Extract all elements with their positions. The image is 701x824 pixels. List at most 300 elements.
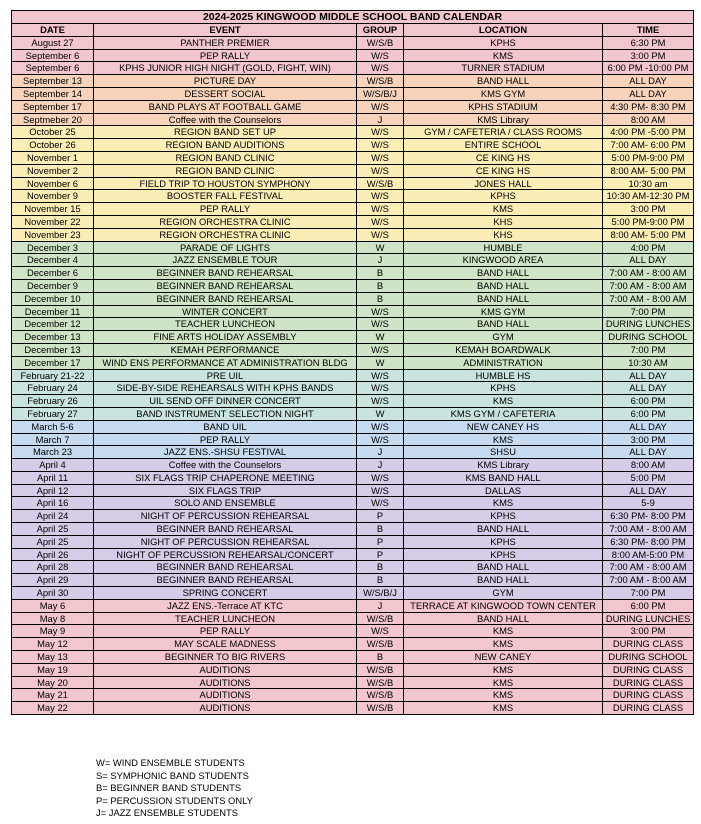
cell-time: 7:00 AM - 8:00 AM — [603, 292, 694, 305]
cell-time: 3:00 PM — [603, 203, 694, 216]
cell-event: KEMAH PERFORMANCE — [94, 343, 357, 356]
cell-date: April 28 — [12, 561, 94, 574]
cell-group: J — [357, 113, 404, 126]
cell-date: February 26 — [12, 395, 94, 408]
cell-time: 4:30 PM- 8:30 PM — [603, 100, 694, 113]
cell-location: JONES HALL — [404, 177, 603, 190]
cell-location: KMS — [404, 625, 603, 638]
cell-location: KPHS — [404, 510, 603, 523]
cell-date: November 1 — [12, 151, 94, 164]
cell-location: SHSU — [404, 446, 603, 459]
cell-event: NIGHT OF PERCUSSION REHEARSAL — [94, 535, 357, 548]
cell-date: February 24 — [12, 382, 94, 395]
cell-group: W/S — [357, 433, 404, 446]
cell-event: MAY SCALE MADNESS — [94, 638, 357, 651]
cell-event: BOOSTER FALL FESTIVAL — [94, 190, 357, 203]
cell-location: KMS — [404, 395, 603, 408]
cell-time: 6:00 PM — [603, 407, 694, 420]
cell-time: 8:00 AM-5:00 PM — [603, 548, 694, 561]
cell-date: April 24 — [12, 510, 94, 523]
cell-location: GYM — [404, 331, 603, 344]
cell-group: W — [357, 407, 404, 420]
table-row — [12, 612, 694, 625]
cell-group: P — [357, 535, 404, 548]
cell-group: W — [357, 331, 404, 344]
cell-event: REGION BAND AUDITIONS — [94, 139, 357, 152]
cell-time: 10:30 AM-12:30 PM — [603, 190, 694, 203]
cell-time: DURING CLASS — [603, 676, 694, 689]
cell-date: April 25 — [12, 535, 94, 548]
table-row — [12, 62, 694, 75]
cell-location: KMS — [404, 433, 603, 446]
table-row — [12, 638, 694, 651]
cell-date: April 25 — [12, 523, 94, 536]
cell-event: BEGINNER TO BIG RIVERS — [94, 651, 357, 664]
cell-time: 8:00 AM — [603, 113, 694, 126]
cell-group: W/S — [357, 203, 404, 216]
cell-event: PANTHER PREMIER — [94, 36, 357, 49]
table-row — [12, 177, 694, 190]
cell-event: FINE ARTS HOLIDAY ASSEMBLY — [94, 331, 357, 344]
cell-time: 10:30 AM — [603, 356, 694, 369]
column-header-time: TIME — [603, 24, 694, 37]
cell-date: December 11 — [12, 305, 94, 318]
cell-time: 7:00 AM - 8:00 AM — [603, 561, 694, 574]
cell-event: DESSERT SOCIAL — [94, 87, 357, 100]
cell-group: W/S/B — [357, 36, 404, 49]
cell-event: SOLO AND ENSEMBLE — [94, 497, 357, 510]
cell-date: November 22 — [12, 215, 94, 228]
table-row — [12, 587, 694, 600]
column-header-date: DATE — [12, 24, 94, 37]
cell-group: W/S/B — [357, 612, 404, 625]
table-row — [12, 497, 694, 510]
cell-location: KMS Library — [404, 459, 603, 472]
cell-time: 3:00 PM — [603, 625, 694, 638]
cell-time: 7:00 AM - 8:00 AM — [603, 574, 694, 587]
cell-date: November 9 — [12, 190, 94, 203]
table-row — [12, 318, 694, 331]
cell-time: DURING CLASS — [603, 689, 694, 702]
cell-event: BEGINNER BAND REHEARSAL — [94, 267, 357, 280]
cell-group: J — [357, 459, 404, 472]
cell-group: B — [357, 523, 404, 536]
cell-date: May 22 — [12, 702, 94, 715]
cell-location: BAND HALL — [404, 561, 603, 574]
table-row — [12, 190, 694, 203]
cell-date: May 20 — [12, 676, 94, 689]
cell-event: SIX FLAGS TRIP — [94, 484, 357, 497]
cell-location: TURNER STADIUM — [404, 62, 603, 75]
table-row — [12, 292, 694, 305]
cell-event: JAZZ ENS.-SHSU FESTIVAL — [94, 446, 357, 459]
cell-group: W/S/B — [357, 689, 404, 702]
cell-location: KMS BAND HALL — [404, 471, 603, 484]
table-row — [12, 49, 694, 62]
table-row — [12, 523, 694, 536]
cell-group: W/S — [357, 151, 404, 164]
cell-event: Coffee with the Counselors — [94, 459, 357, 472]
cell-location: KPHS STADIUM — [404, 100, 603, 113]
table-row — [12, 395, 694, 408]
cell-time: ALL DAY — [603, 446, 694, 459]
cell-time: 6:00 PM — [603, 599, 694, 612]
table-row — [12, 625, 694, 638]
table-row — [12, 535, 694, 548]
cell-time: 5-9 — [603, 497, 694, 510]
cell-event: BAND UIL — [94, 420, 357, 433]
cell-time: 3:00 PM — [603, 49, 694, 62]
table-row — [12, 702, 694, 715]
cell-event: PEP RALLY — [94, 203, 357, 216]
table-row — [12, 241, 694, 254]
cell-date: December 3 — [12, 241, 94, 254]
table-row — [12, 164, 694, 177]
legend-item: J= JAZZ ENSEMBLE STUDENTS — [96, 807, 238, 819]
cell-time: 6:30 PM- 8:00 PM — [603, 510, 694, 523]
cell-group: W/S — [357, 126, 404, 139]
cell-date: April 4 — [12, 459, 94, 472]
table-row — [12, 126, 694, 139]
cell-group: W/S/B — [357, 702, 404, 715]
cell-event: TEACHER LUNCHEON — [94, 612, 357, 625]
cell-group: W/S/B — [357, 663, 404, 676]
cell-group: B — [357, 561, 404, 574]
group-legend — [96, 757, 253, 820]
cell-time: DURING CLASS — [603, 702, 694, 715]
cell-location: KMS — [404, 638, 603, 651]
cell-group: W/S — [357, 49, 404, 62]
table-row — [12, 75, 694, 88]
cell-group: B — [357, 279, 404, 292]
cell-event: FIELD TRIP TO HOUSTON SYMPHONY — [94, 177, 357, 190]
cell-date: April 30 — [12, 587, 94, 600]
cell-time: 8:00 AM- 5:00 PM — [603, 228, 694, 241]
cell-event: KPHS JUNIOR HIGH NIGHT (GOLD, FIGHT, WIN) — [94, 62, 357, 75]
cell-group: J — [357, 446, 404, 459]
cell-time: 6:00 PM — [603, 395, 694, 408]
cell-location: KMS — [404, 702, 603, 715]
legend-item: S= SYMPHONIC BAND STUDENTS — [96, 769, 249, 781]
cell-time: 5:00 PM-9:00 PM — [603, 151, 694, 164]
cell-group: W/S — [357, 318, 404, 331]
cell-date: December 13 — [12, 343, 94, 356]
cell-time: 6:30 PM- 8:00 PM — [603, 535, 694, 548]
legend-item: B= BEGINNER BAND STUDENTS — [96, 782, 242, 794]
cell-event: AUDITIONS — [94, 702, 357, 715]
band-calendar-sheet — [11, 10, 693, 715]
cell-location: KMS GYM / CAFETERIA — [404, 407, 603, 420]
cell-date: May 19 — [12, 663, 94, 676]
table-row — [12, 203, 694, 216]
table-row — [12, 279, 694, 292]
cell-location: BAND HALL — [404, 612, 603, 625]
cell-time: 7:00 PM — [603, 305, 694, 318]
cell-location: NEW CANEY HS — [404, 420, 603, 433]
cell-event: UIL SEND OFF DINNER CONCERT — [94, 395, 357, 408]
cell-date: August 27 — [12, 36, 94, 49]
cell-group: J — [357, 599, 404, 612]
cell-date: November 2 — [12, 164, 94, 177]
cell-date: September 14 — [12, 87, 94, 100]
table-row — [12, 139, 694, 152]
table-row — [12, 433, 694, 446]
cell-time: DURING LUNCHES — [603, 612, 694, 625]
cell-group: W/S — [357, 625, 404, 638]
cell-date: May 12 — [12, 638, 94, 651]
cell-time: ALL DAY — [603, 420, 694, 433]
cell-event: SIX FLAGS TRIP CHAPERONE MEETING — [94, 471, 357, 484]
cell-location: CE KING HS — [404, 164, 603, 177]
table-row — [12, 663, 694, 676]
cell-group: W/S — [357, 100, 404, 113]
cell-date: May 13 — [12, 651, 94, 664]
cell-time: DURING SCHOOL — [603, 331, 694, 344]
cell-location: KHS — [404, 228, 603, 241]
table-row — [12, 267, 694, 280]
cell-date: May 6 — [12, 599, 94, 612]
cell-event: WINTER CONCERT — [94, 305, 357, 318]
cell-group: W/S — [357, 484, 404, 497]
cell-date: April 11 — [12, 471, 94, 484]
table-row — [12, 561, 694, 574]
cell-time: 7:00 AM - 8:00 AM — [603, 523, 694, 536]
cell-group: W/S/B/J — [357, 87, 404, 100]
cell-date: September 17 — [12, 100, 94, 113]
cell-location: BAND HALL — [404, 574, 603, 587]
table-row — [12, 510, 694, 523]
cell-group: W/S/B — [357, 638, 404, 651]
table-row — [12, 689, 694, 702]
cell-time: ALL DAY — [603, 254, 694, 267]
cell-event: REGION BAND CLINIC — [94, 164, 357, 177]
cell-group: B — [357, 292, 404, 305]
cell-location: KMS GYM — [404, 305, 603, 318]
cell-date: December 12 — [12, 318, 94, 331]
cell-time: 6:00 PM -10:00 PM — [603, 62, 694, 75]
cell-group: W/S — [357, 305, 404, 318]
cell-event: BEGINNER BAND REHEARSAL — [94, 561, 357, 574]
cell-event: BEGINNER BAND REHEARSAL — [94, 279, 357, 292]
cell-group: W/S — [357, 164, 404, 177]
cell-time: 7:00 AM - 8:00 AM — [603, 279, 694, 292]
cell-group: W/S/B/J — [357, 587, 404, 600]
cell-location: KPHS — [404, 382, 603, 395]
cell-event: NIGHT OF PERCUSSION REHEARSAL — [94, 510, 357, 523]
cell-location: BAND HALL — [404, 292, 603, 305]
table-row — [12, 151, 694, 164]
cell-time: 8:00 AM- 5:00 PM — [603, 164, 694, 177]
cell-group: W/S — [357, 190, 404, 203]
table-row — [12, 331, 694, 344]
cell-date: December 10 — [12, 292, 94, 305]
cell-location: KMS — [404, 203, 603, 216]
cell-event: SPRING CONCERT — [94, 587, 357, 600]
cell-location: BAND HALL — [404, 318, 603, 331]
table-row — [12, 343, 694, 356]
cell-time: ALL DAY — [603, 369, 694, 382]
cell-location: KMS GYM — [404, 87, 603, 100]
cell-group: B — [357, 574, 404, 587]
cell-event: PRE UIL — [94, 369, 357, 382]
column-header-group: GROUP — [357, 24, 404, 37]
cell-time: 8:00 AM — [603, 459, 694, 472]
cell-location: KMS Library — [404, 113, 603, 126]
cell-event: PARADE OF LIGHTS — [94, 241, 357, 254]
cell-time: ALL DAY — [603, 75, 694, 88]
cell-event: REGION BAND CLINIC — [94, 151, 357, 164]
cell-location: NEW CANEY — [404, 651, 603, 664]
cell-date: November 6 — [12, 177, 94, 190]
table-row — [12, 254, 694, 267]
table-row — [12, 100, 694, 113]
cell-group: W/S/B — [357, 75, 404, 88]
cell-location: KPHS — [404, 36, 603, 49]
cell-date: May 21 — [12, 689, 94, 702]
cell-date: March 5-6 — [12, 420, 94, 433]
cell-time: DURING CLASS — [603, 638, 694, 651]
cell-time: 5:00 PM-9:00 PM — [603, 215, 694, 228]
cell-date: December 9 — [12, 279, 94, 292]
cell-date: September 6 — [12, 49, 94, 62]
cell-event: TEACHER LUNCHEON — [94, 318, 357, 331]
cell-date: October 26 — [12, 139, 94, 152]
cell-date: September 6 — [12, 62, 94, 75]
table-row — [12, 420, 694, 433]
cell-time: 7:00 PM — [603, 343, 694, 356]
cell-event: WIND ENS PERFORMANCE AT ADMINISTRATION BLDG — [94, 356, 357, 369]
table-row — [12, 459, 694, 472]
cell-location: KPHS — [404, 190, 603, 203]
cell-event: PEP RALLY — [94, 433, 357, 446]
cell-group: W/S — [357, 343, 404, 356]
cell-event: PEP RALLY — [94, 49, 357, 62]
cell-event: AUDITIONS — [94, 689, 357, 702]
cell-time: ALL DAY — [603, 87, 694, 100]
cell-location: KMS — [404, 49, 603, 62]
cell-location: KPHS — [404, 535, 603, 548]
cell-group: W/S — [357, 215, 404, 228]
cell-time: DURING CLASS — [603, 663, 694, 676]
cell-location: KEMAH BOARDWALK — [404, 343, 603, 356]
cell-location: HUMBLE — [404, 241, 603, 254]
cell-time: ALL DAY — [603, 382, 694, 395]
table-row — [12, 407, 694, 420]
table-row — [12, 446, 694, 459]
cell-location: HUMBLE HS — [404, 369, 603, 382]
cell-group: B — [357, 651, 404, 664]
cell-date: March 7 — [12, 433, 94, 446]
cell-event: REGION BAND SET UP — [94, 126, 357, 139]
calendar-rows — [12, 36, 694, 714]
cell-location: KMS — [404, 676, 603, 689]
cell-event: Coffee with the Counselors — [94, 113, 357, 126]
table-row — [12, 215, 694, 228]
cell-group: P — [357, 548, 404, 561]
cell-group: W/S — [357, 369, 404, 382]
cell-time: 5:00 PM — [603, 471, 694, 484]
cell-date: April 12 — [12, 484, 94, 497]
cell-group: W/S/B — [357, 676, 404, 689]
cell-event: PEP RALLY — [94, 625, 357, 638]
cell-time: 4:00 PM — [603, 241, 694, 254]
cell-group: W/S — [357, 62, 404, 75]
cell-location: KMS — [404, 689, 603, 702]
cell-date: November 15 — [12, 203, 94, 216]
cell-event: JAZZ ENS.-Terrace AT KTC — [94, 599, 357, 612]
cell-date: December 4 — [12, 254, 94, 267]
table-row — [12, 382, 694, 395]
cell-location: KINGWOOD AREA — [404, 254, 603, 267]
cell-location: ADMINISTRATION — [404, 356, 603, 369]
cell-location: TERRACE AT KINGWOOD TOWN CENTER — [404, 599, 603, 612]
table-row — [12, 305, 694, 318]
cell-group: B — [357, 267, 404, 280]
cell-location: GYM — [404, 587, 603, 600]
cell-group: W/S — [357, 382, 404, 395]
legend-item: P= PERCUSSION STUDENTS ONLY — [96, 794, 253, 806]
cell-date: December 6 — [12, 267, 94, 280]
cell-date: November 23 — [12, 228, 94, 241]
cell-group: W/S — [357, 420, 404, 433]
cell-event: PICTURE DAY — [94, 75, 357, 88]
cell-date: April 29 — [12, 574, 94, 587]
cell-location: KHS — [404, 215, 603, 228]
cell-time: 6:30 PM — [603, 36, 694, 49]
cell-group: P — [357, 510, 404, 523]
cell-time: 7:00 PM — [603, 587, 694, 600]
cell-date: May 9 — [12, 625, 94, 638]
cell-group: W/S — [357, 139, 404, 152]
cell-group: J — [357, 254, 404, 267]
cell-location: DALLAS — [404, 484, 603, 497]
cell-date: December 17 — [12, 356, 94, 369]
cell-location: CE KING HS — [404, 151, 603, 164]
cell-group: W/S — [357, 497, 404, 510]
cell-event: AUDITIONS — [94, 663, 357, 676]
cell-time: DURING LUNCHES — [603, 318, 694, 331]
cell-event: BEGINNER BAND REHEARSAL — [94, 574, 357, 587]
table-row — [12, 574, 694, 587]
cell-location: BAND HALL — [404, 267, 603, 280]
cell-group: W/S/B — [357, 177, 404, 190]
cell-date: Septmeber 20 — [12, 113, 94, 126]
cell-time: ALL DAY — [603, 484, 694, 497]
cell-date: May 8 — [12, 612, 94, 625]
cell-event: REGION ORCHESTRA CLINIC — [94, 215, 357, 228]
calendar-title: 2024-2025 KINGWOOD MIDDLE SCHOOL BAND CALENDAR — [12, 11, 694, 24]
cell-event: AUDITIONS — [94, 676, 357, 689]
cell-date: December 13 — [12, 331, 94, 344]
cell-date: September 13 — [12, 75, 94, 88]
cell-location: BAND HALL — [404, 279, 603, 292]
cell-group: W — [357, 356, 404, 369]
cell-event: BAND INSTRUMENT SELECTION NIGHT — [94, 407, 357, 420]
column-header-location: LOCATION — [404, 24, 603, 37]
table-row — [12, 548, 694, 561]
cell-location: ENTIRE SCHOOL — [404, 139, 603, 152]
cell-time: 7:00 AM- 6:00 PM — [603, 139, 694, 152]
cell-date: April 16 — [12, 497, 94, 510]
cell-time: 7:00 AM - 8:00 AM — [603, 267, 694, 280]
cell-event: NIGHT OF PERCUSSION REHEARSAL/CONCERT — [94, 548, 357, 561]
cell-time: 3:00 PM — [603, 433, 694, 446]
cell-location: KMS — [404, 497, 603, 510]
cell-time: 4:00 PM -5:00 PM — [603, 126, 694, 139]
legend-item: W= WIND ENSEMBLE STUDENTS — [96, 757, 245, 768]
cell-date: October 25 — [12, 126, 94, 139]
table-row — [12, 651, 694, 664]
